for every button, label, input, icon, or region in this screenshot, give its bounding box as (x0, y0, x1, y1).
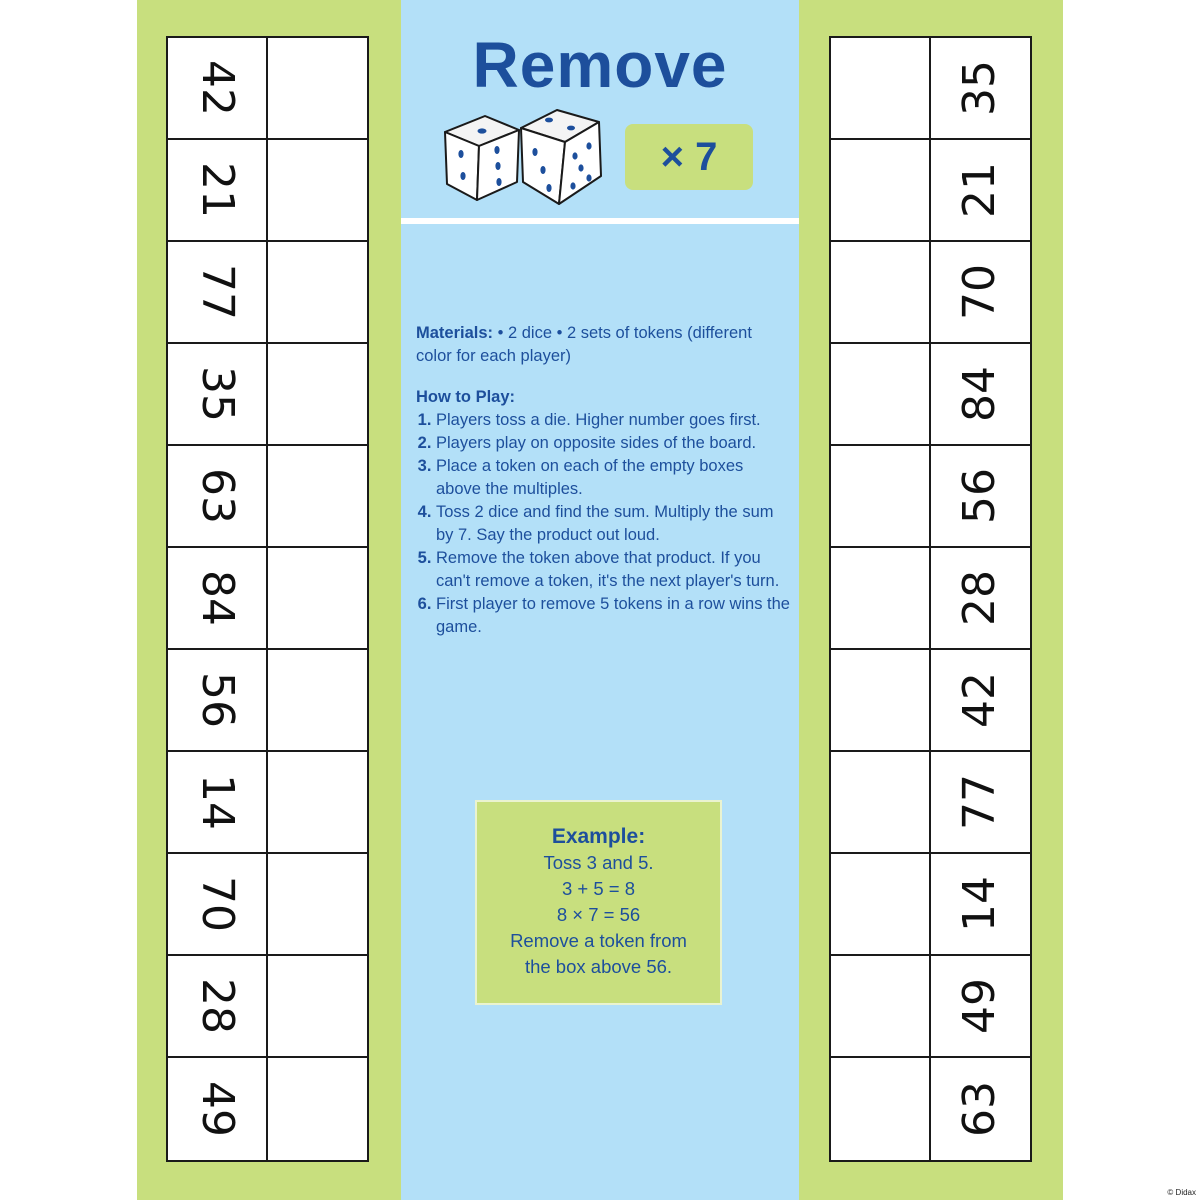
multiplier-badge: × 7 (625, 124, 753, 190)
multiple-number: 49 (954, 978, 1006, 1034)
copyright: © Didax (1167, 1188, 1196, 1197)
token-box[interactable] (831, 140, 931, 242)
multiple-number: 84 (954, 366, 1006, 422)
how-to-play-step: 1. Players toss a die. Higher number goes first. (436, 409, 791, 432)
how-to-play-steps (416, 409, 791, 639)
token-box[interactable] (268, 446, 368, 548)
number-cell (931, 446, 1031, 548)
token-box[interactable] (268, 140, 368, 242)
token-box[interactable] (268, 242, 368, 344)
token-box[interactable] (831, 446, 931, 548)
multiple-number: 42 (191, 60, 243, 116)
left-number-strip (166, 36, 369, 1162)
number-cell (168, 446, 268, 548)
materials (416, 322, 791, 368)
multiple-number: 35 (954, 60, 1006, 116)
number-cell (168, 650, 268, 752)
number-cell (168, 548, 268, 650)
example-box (475, 800, 722, 1005)
multiple-number: 70 (954, 264, 1006, 320)
right-number-strip (829, 36, 1032, 1162)
token-box[interactable] (831, 854, 931, 956)
multiple-number: 63 (191, 468, 243, 524)
multiple-number: 42 (954, 672, 1006, 728)
multiple-number: 35 (191, 366, 243, 422)
token-box[interactable] (831, 752, 931, 854)
how-to-play-step: 2. Players play on opposite sides of the board. (436, 432, 791, 455)
multiple-number: 56 (954, 468, 1006, 524)
multiple-number: 77 (191, 264, 243, 320)
token-box[interactable] (268, 344, 368, 446)
token-box[interactable] (831, 956, 931, 1058)
token-box[interactable] (831, 650, 931, 752)
example-line: 8 × 7 = 56 (556, 904, 641, 925)
number-cell (168, 1058, 268, 1160)
number-cell (168, 854, 268, 956)
token-box[interactable] (831, 242, 931, 344)
multiple-number: 84 (191, 570, 243, 626)
how-to-play-step: 3. Place a token on each of the empty boxes above the multiples. (436, 455, 791, 501)
number-cell (931, 548, 1031, 650)
multiple-number: 56 (191, 672, 243, 728)
number-cell (931, 956, 1031, 1058)
token-box[interactable] (268, 1058, 368, 1160)
number-cell (931, 242, 1031, 344)
how-to-play-title: How to Play: (416, 388, 516, 406)
multiple-number: 14 (191, 774, 243, 830)
token-box[interactable] (831, 344, 931, 446)
number-cell (168, 956, 268, 1058)
token-box[interactable] (268, 752, 368, 854)
instructions-panel (401, 0, 799, 1200)
how-to-play-step: 6. First player to remove 5 tokens in a row wins the game. (436, 593, 791, 639)
right-player-side (799, 0, 1063, 1200)
materials-text: • 2 dice • 2 sets of tokens (different color for each player) (416, 324, 752, 365)
how-to-play-step: 5. Remove the token above that product. If you can't remove a token, it's the next player's turn. (436, 547, 791, 593)
example-line: the box above 56. (524, 956, 673, 977)
number-cell (168, 140, 268, 242)
token-box[interactable] (831, 1058, 931, 1160)
multiple-number: 28 (954, 570, 1006, 626)
multiple-number: 77 (954, 774, 1006, 830)
multiple-number: 21 (191, 162, 243, 218)
how-to-play-step: 4. Toss 2 dice and find the sum. Multiply the sum by 7. Say the product out loud. (436, 501, 791, 547)
multiple-number: 28 (191, 978, 243, 1034)
example-line: Toss 3 and 5. (543, 852, 654, 873)
example-title: Example: (551, 825, 646, 848)
divider (401, 218, 799, 224)
token-box[interactable] (268, 38, 368, 140)
number-cell (931, 854, 1031, 956)
left-player-side (137, 0, 401, 1200)
number-cell (168, 242, 268, 344)
token-box[interactable] (268, 854, 368, 956)
multiple-number: 21 (954, 162, 1006, 218)
multiple-number: 70 (191, 876, 243, 932)
number-cell (931, 344, 1031, 446)
token-box[interactable] (831, 38, 931, 140)
game-board (137, 0, 1063, 1200)
token-box[interactable] (268, 548, 368, 650)
number-cell (168, 752, 268, 854)
multiple-number: 14 (954, 876, 1006, 932)
number-cell (931, 140, 1031, 242)
token-box[interactable] (268, 650, 368, 752)
number-cell (931, 1058, 1031, 1160)
number-cell (168, 344, 268, 446)
number-cell (931, 650, 1031, 752)
multiple-number: 63 (954, 1081, 1006, 1137)
token-box[interactable] (268, 956, 368, 1058)
example-line: 3 + 5 = 8 (561, 878, 636, 899)
dice-icon (439, 104, 609, 210)
example-line: Remove a token from (510, 930, 687, 951)
materials-label: Materials: (416, 324, 494, 342)
number-cell (931, 752, 1031, 854)
game-title: Remove (472, 29, 728, 101)
number-cell (931, 38, 1031, 140)
multiple-number: 49 (191, 1081, 243, 1137)
example-lines (477, 850, 720, 980)
token-box[interactable] (831, 548, 931, 650)
rules-text (416, 322, 791, 639)
number-cell (168, 38, 268, 140)
